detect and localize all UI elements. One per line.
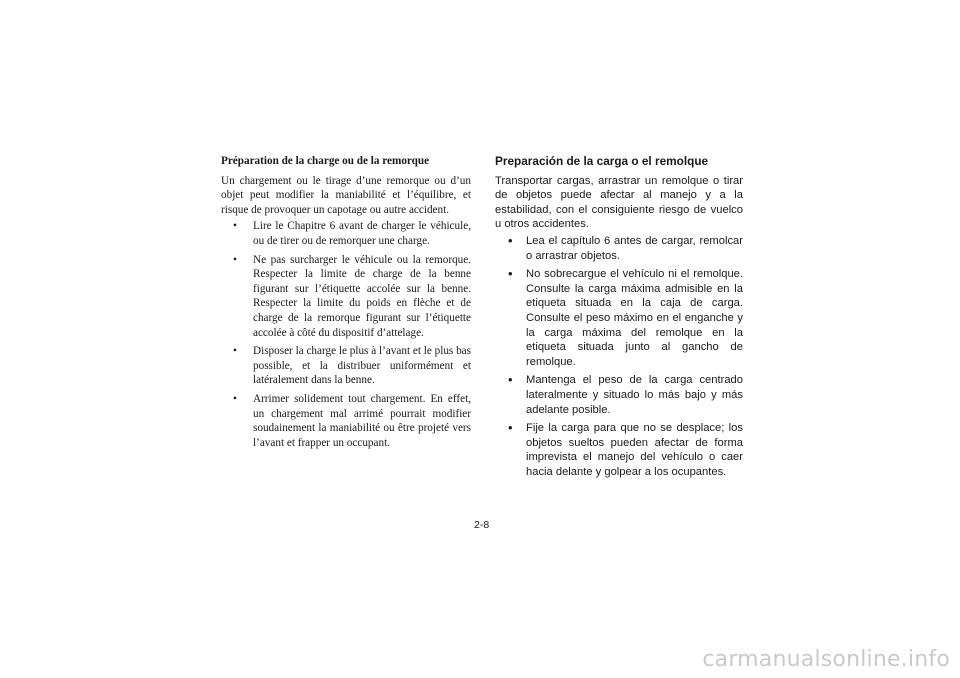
list-item: • Arrimer solidement tout chargement. En effet, un chargement mal arrimé pourrait modifier soudainement la maniabilité ou être projeté vers l’avant et frapper un occupant. [233, 392, 471, 449]
bullet-icon: • [508, 420, 513, 436]
list-item: • No sobrecargue el vehículo ni el remolque. Consulte la carga máxima admisible en la etiqueta situada en la caja de carga. Consulte el peso máximo en el enganche y la carga máxima del remolque en la etiqueta situada junto al gancho de remolque. [508, 266, 743, 368]
list-item: • Fije la carga para que no se desplace; los objetos sueltos pueden afectar de forma imprevista el manejo del vehículo o caer hacia delante y golpear a los ocupantes. [508, 420, 743, 478]
bullet-icon: • [233, 392, 237, 405]
list-item: • Disposer la charge le plus à l’avant et le plus bas possible, et la distribuer uniformément et latéralement dans la benne. [233, 345, 471, 387]
bullet-icon: • [233, 220, 237, 233]
list-item: • Mantenga el peso de la carga centrado lateralmente y situado lo más bajo y más adelante posible. [508, 372, 743, 416]
watermark: carmanualsonline.info [702, 647, 950, 672]
bullet-icon: • [233, 253, 237, 266]
intro-paragraph-es: Transportar cargas, arrastrar un remolque o tirar de objetos puede afectar al manejo y a la estabilidad, con el consiguiente riesgo de vuelco u otros accidentes. [495, 174, 743, 231]
list-item: • Lire le Chapitre 6 avant de charger le véhicule, ou de tirer ou de remorquer une charge. [233, 220, 471, 247]
page-number: 2-8 [474, 519, 490, 531]
intro-paragraph-fr: Un chargement ou le tirage d’une remorque ou d’un objet peut modifier la maniabilité et l’équilibre, et risque de provoquer un capotage ou autre accident. [221, 174, 471, 216]
bullet-icon: • [508, 232, 513, 248]
spanish-column [495, 154, 743, 483]
list-item: • Lea el capítulo 6 antes de cargar, remolcar o arrastrar objetos. [508, 232, 743, 262]
section-heading-es: Preparación de la carga o el remolque [495, 154, 709, 168]
bullet-list-es [495, 234, 743, 480]
bullet-icon: • [508, 372, 513, 388]
bullet-list-fr [221, 219, 471, 450]
bullet-icon: • [233, 345, 237, 358]
section-heading-fr: Préparation de la charge ou de la remorque [221, 155, 430, 167]
french-column [221, 154, 471, 454]
bullet-icon: • [508, 266, 513, 282]
list-item: • Ne pas surcharger le véhicule ou la remorque. Respecter la limite de charge de la benne figurant sur l’étiquette accolée sur la benne. Respecter la limite du poids en flèche et de charge de la remorque figurant sur l’étiquette accolée à côté du dispositif d’attelage. [233, 253, 471, 339]
